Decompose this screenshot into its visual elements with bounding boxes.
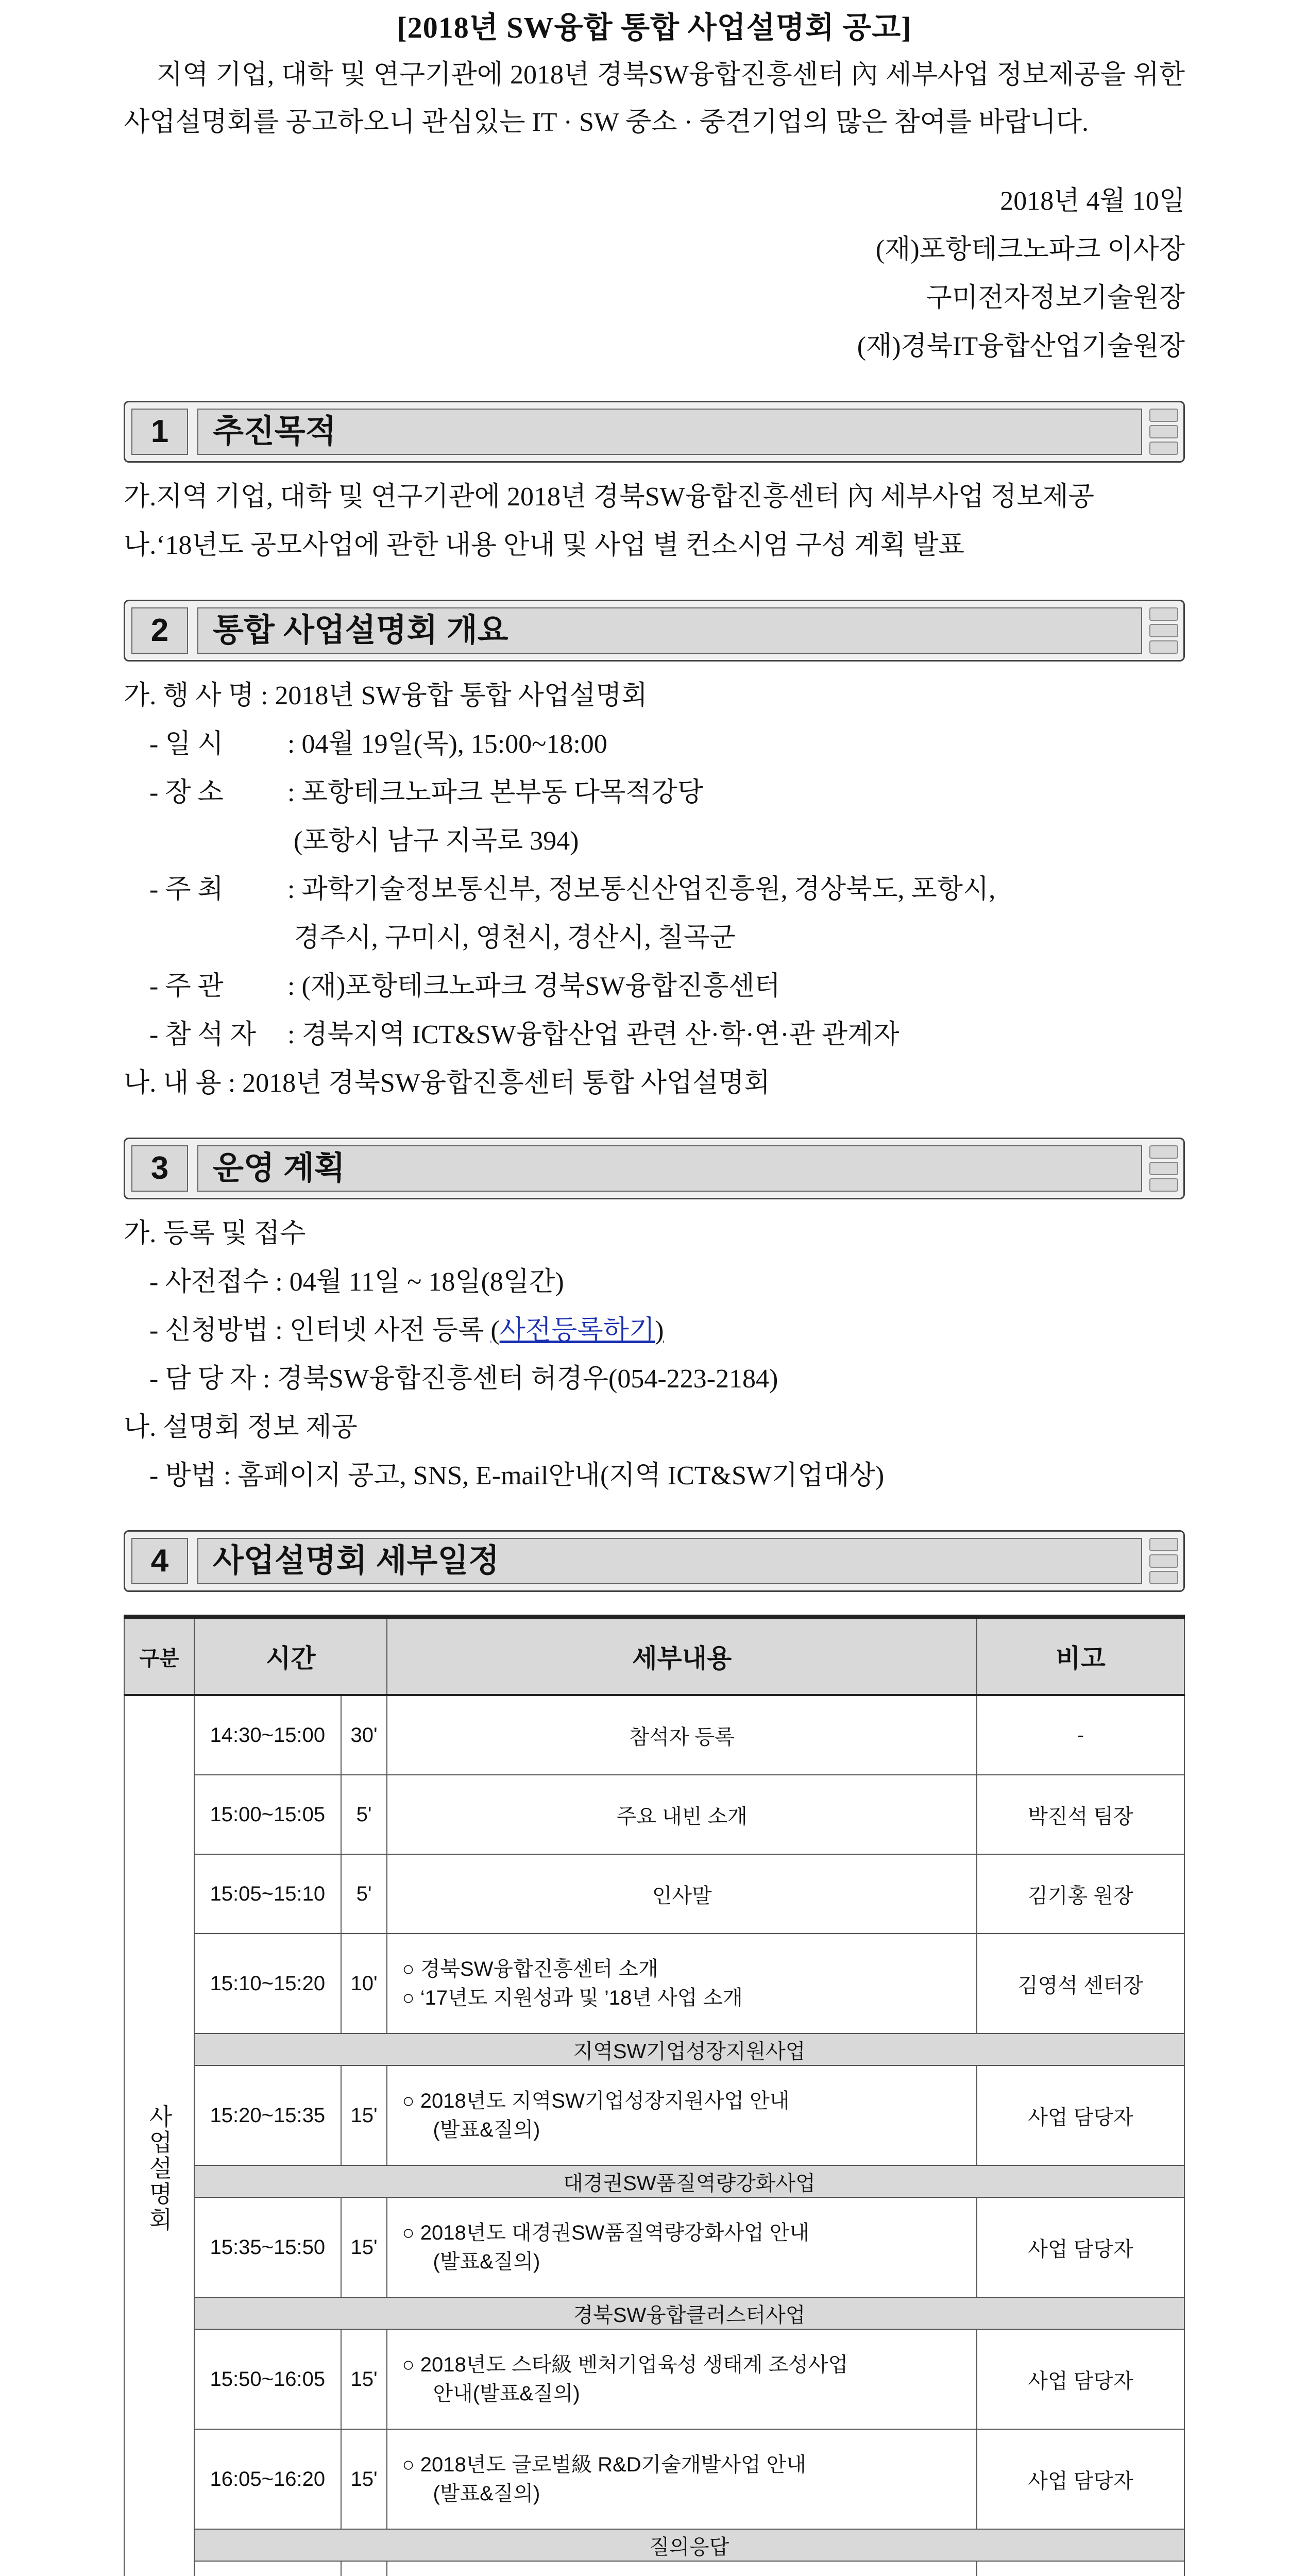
- section-number: 4: [131, 1538, 188, 1584]
- table-subheading: 질의응답: [124, 2529, 1184, 2561]
- event-place-address: (포항시 남구 지곡로 394): [294, 826, 579, 856]
- section-title: 통합 사업설명회 개요: [197, 607, 1142, 654]
- section-number: 3: [131, 1145, 188, 1192]
- event-host: - 주 최 : 과학기술정보통신부, 정보통신산업진흥원, 경상북도, 포항시,: [149, 875, 996, 904]
- section-number: 2: [131, 607, 188, 654]
- signatory-3: (재)경북IT융합산업기술원장: [857, 332, 1185, 361]
- table-row: 15:05~15:10 5' 인사말 김기홍 원장: [124, 1854, 1184, 1934]
- table-row: 16:05~16:20 15' ○ 2018년도 글로벌級 R&D기술개발사업 안내 (발표&질의) 사업 담당자: [124, 2429, 1184, 2529]
- table-row: [124, 2561, 1184, 2576]
- item-text: 지역 기업, 대학 및 연구기관에 2018년 경북SW융합진흥센터 內 세부사업 정보제공: [156, 482, 1094, 512]
- event-host-cont: 경주시, 구미시, 영천시, 경산시, 칠곡군: [294, 923, 736, 953]
- section-decoration: [1149, 1538, 1178, 1584]
- announcement-date: 2018년 4월 10일: [1000, 187, 1185, 216]
- contact-person: - 담 당 자 : 경북SW융합진흥센터 허경우(054-223-2184): [149, 1364, 778, 1394]
- table-row: 15:50~16:05 15' ○ 2018년도 스타級 벤처기업육성 생태계 조성사업 안내(발표&질의) 사업 담당자: [124, 2329, 1184, 2429]
- header-content: 세부내용: [387, 1617, 976, 1695]
- event-name: 가. 행 사 명 : 2018년 SW융합 통합 사업설명회: [124, 681, 648, 710]
- table-row: 사업설명회 14:30~15:00 30' 참석자 등록 -: [124, 1695, 1184, 1775]
- event-place: - 장 소 : 포항테크노파크 본부동 다목적강당: [149, 778, 703, 807]
- table-subheading: 대경권SW품질역량강화사업: [124, 2165, 1184, 2197]
- section-title: 운영 계획: [197, 1145, 1142, 1192]
- section-decoration: [1149, 1145, 1178, 1192]
- category-cell: 사업설명회: [124, 1695, 194, 2576]
- table-row: 15:00~15:05 5' 주요 내빈 소개 박진석 팀장: [124, 1775, 1184, 1854]
- event-date: - 일 시 : 04월 19일(목), 15:00~18:00: [149, 730, 607, 759]
- table-row: 15:20~15:35 15' ○ 2018년도 지역SW기업성장지원사업 안내 (발표&질의) 사업 담당자: [124, 2065, 1184, 2165]
- event-attendees: - 참 석 자 : 경북지역 ICT&SW융합산업 관련 산·학·연·관 관계자: [149, 1020, 899, 1049]
- signature-block: [124, 177, 1185, 371]
- item-marker: 나.: [124, 531, 157, 560]
- document: [124, 0, 1185, 2576]
- schedule-table: [124, 1615, 1185, 2576]
- info-heading: 나. 설명회 정보 제공: [124, 1413, 358, 1442]
- table-row: 15:35~15:50 15' ○ 2018년도 대경권SW품질역량강화사업 안내 (발표&질의) 사업 담당자: [124, 2197, 1184, 2297]
- section-header-2: [124, 600, 1185, 662]
- table-subheading: 지역SW기업성장지원사업: [124, 2033, 1184, 2065]
- intro-paragraph: 지역 기업, 대학 및 연구기관에 2018년 경북SW융합진흥센터 內 세부사업 정보제공을 위한 사업설명회를 공고하오니 관심있는 IT · SW 중소 · 중견기업의 많은 참여를 바랍니다.: [124, 60, 1185, 137]
- header-category: 구분: [124, 1617, 194, 1695]
- event-organizer: - 주 관 : (재)포항테크노파크 경북SW융합진흥센터: [149, 972, 780, 1001]
- section-title: 추진목적: [197, 409, 1142, 455]
- table-row: 15:10~15:20 10' ○ 경북SW융합진흥센터 소개 ○ ‘17년도 지원성과 및 ’18년 사업 소개 김영석 센터장: [124, 1934, 1184, 2033]
- table-subheading: 경북SW융합클러스터사업: [124, 2297, 1184, 2329]
- signatory-2: 구미전자정보기술원장: [926, 283, 1185, 313]
- purpose-item-2: [124, 521, 1185, 570]
- pre-registration: - 사전접수 : 04월 11일 ~ 18일(8일간): [149, 1267, 564, 1297]
- info-method: - 방법 : 홈페이지 공고, SNS, E-mail안내(지역 ICT&SW기업대상): [149, 1461, 885, 1490]
- item-marker: 가.: [124, 482, 157, 512]
- section-decoration: [1149, 607, 1178, 654]
- registration-heading: 가. 등록 및 접수: [124, 1219, 306, 1248]
- purpose-item-1: [124, 473, 1185, 521]
- registration-method: - 신청방법 : 인터넷 사전 등록 ( 사전등록하기 ): [124, 1307, 1185, 1355]
- event-content: 나. 내 용 : 2018년 경북SW융합진흥센터 통합 사업설명회: [124, 1069, 770, 1098]
- page-title: [2018년 SW융합 통합 사업설명회 공고]: [397, 11, 912, 44]
- section-header-1: [124, 401, 1185, 463]
- section-header-3: [124, 1138, 1185, 1199]
- section-decoration: [1149, 409, 1178, 455]
- pre-registration-link[interactable]: ( 사전등록하기 ): [490, 1316, 664, 1345]
- header-note: 비고: [977, 1617, 1184, 1695]
- signatory-1: (재)포항테크노파크 이사장: [875, 235, 1185, 264]
- item-text: ‘18년도 공모사업에 관한 내용 안내 및 사업 별 컨소시엄 구성 계획 발표: [156, 531, 964, 560]
- header-time: 시간: [194, 1617, 387, 1695]
- section-title: 사업설명회 세부일정: [197, 1538, 1142, 1584]
- table-header-row: [124, 1617, 1184, 1695]
- section-number: 1: [131, 409, 188, 455]
- section-header-4: [124, 1530, 1185, 1592]
